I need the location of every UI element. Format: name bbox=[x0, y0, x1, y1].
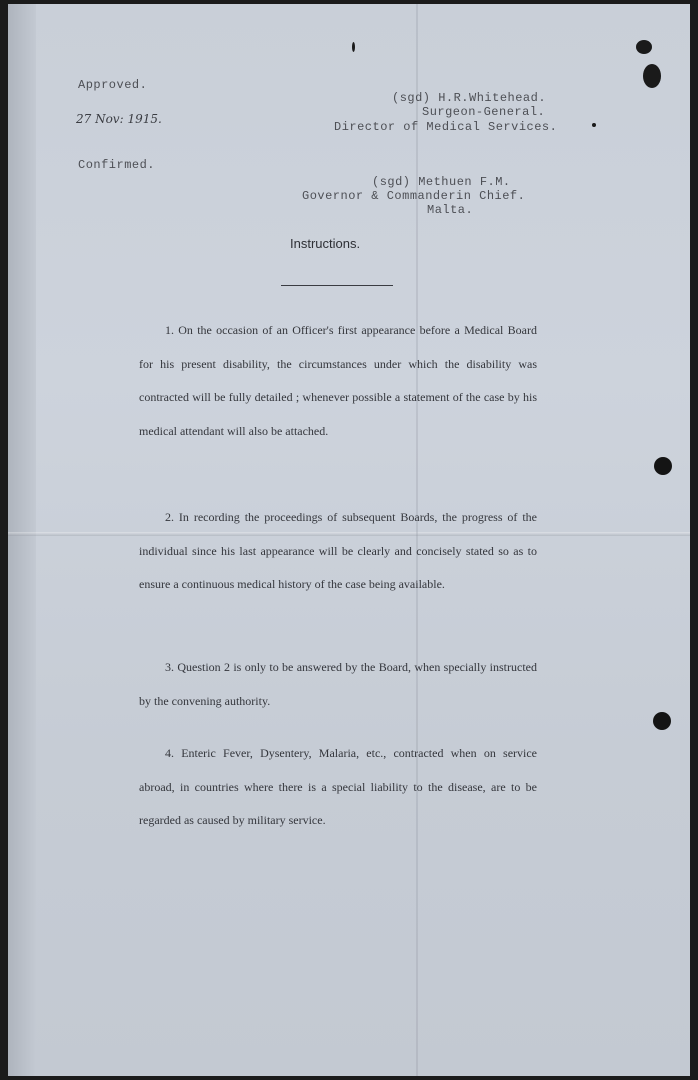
punch-hole bbox=[653, 712, 671, 730]
document-page bbox=[8, 4, 690, 1076]
ink-blot bbox=[643, 64, 661, 88]
instruction-text: 1. On the occasion of an Officer's first appearance before a Medical Board for his present disability, the circumstances under which the disability was contracted will be fully detailed ; whenever possible a statement of the case by his medical attendant will also be attached. bbox=[139, 323, 537, 438]
signature-director-rank: Surgeon-General. bbox=[422, 105, 546, 119]
instruction-paragraph-3 bbox=[139, 651, 537, 718]
ink-blot bbox=[636, 40, 652, 54]
punch-hole bbox=[654, 457, 672, 475]
instruction-paragraph-2 bbox=[139, 501, 537, 602]
approved-label: Approved. bbox=[78, 78, 148, 92]
signature-governor-title: Governor & Commanderin Chief. bbox=[302, 189, 526, 203]
signature-director-name: (sgd) H.R.Whitehead. bbox=[392, 91, 547, 105]
title-underline bbox=[281, 285, 393, 286]
instruction-text: 2. In recording the proceedings of subsequent Boards, the progress of the individual since his last appearance will be clearly and concisely stated so as to ensure a continuous medical history of the case being available. bbox=[139, 510, 537, 591]
signature-director-title: Director of Medical Services. bbox=[334, 120, 558, 134]
signature-governor-name: (sgd) Methuen F.M. bbox=[372, 175, 511, 189]
signature-governor-place: Malta. bbox=[427, 203, 474, 217]
ink-speck bbox=[352, 42, 355, 52]
instruction-paragraph-4 bbox=[139, 737, 537, 838]
instruction-text: 3. Question 2 is only to be answered by the Board, when specially instructed by the convening authority. bbox=[139, 660, 537, 708]
instruction-paragraph-1 bbox=[139, 314, 537, 448]
paper-left-edge bbox=[8, 4, 36, 1076]
instructions-title: Instructions. bbox=[290, 236, 361, 251]
approved-date: 27 Nov: 1915. bbox=[76, 112, 162, 126]
ink-speck bbox=[592, 123, 596, 127]
instruction-text: 4. Enteric Fever, Dysentery, Malaria, etc., contracted when on service abroad, in countries where there is a special liability to the disease, are to be regarded as caused by military service. bbox=[139, 746, 537, 827]
confirmed-label: Confirmed. bbox=[78, 158, 156, 172]
